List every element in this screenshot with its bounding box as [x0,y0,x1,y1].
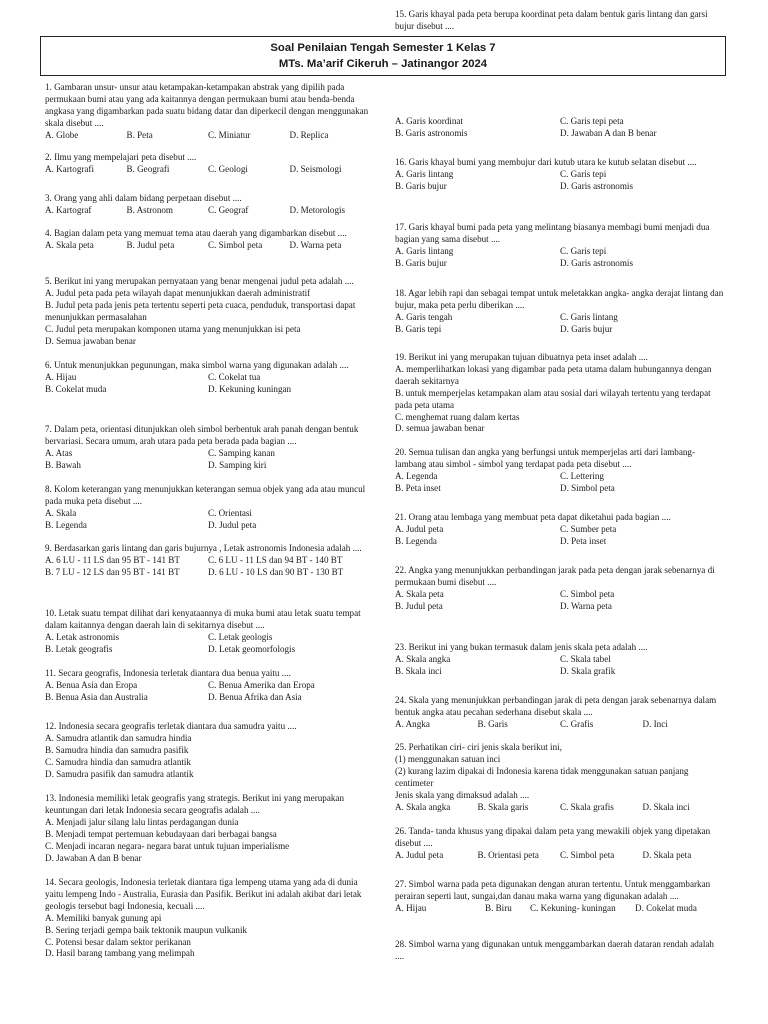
option-d[interactable]: D. 6 LU - 10 LS dan 90 BT - 130 BT [208,566,344,577]
option-b[interactable]: B. Judul peta pada jenis peta tertentu seperti peta cuaca, penduduk, transportasi dapat menunjukkan permasalahan [45,299,356,322]
option-b[interactable]: B. Peta inset [395,482,441,493]
option-d[interactable]: D. Garis astronomis [560,180,633,191]
answer-options-row1 [395,116,725,128]
option-d[interactable]: D. Replica [289,129,329,140]
option-c[interactable]: C. Skala grafis [560,801,614,812]
option-d[interactable]: D. Letak geomorfologis [208,643,296,654]
question-2 [45,152,371,176]
option-d[interactable]: D. Garis bujur [560,323,613,334]
option-a[interactable]: A. Memiliki banyak gunung api [45,912,162,923]
option-b[interactable]: B. Legenda [45,519,87,530]
question-stem: 9. Berdasarkan garis lintang dan garis bujurnya , Letak astronomis Indonesia adalah .... [45,543,362,553]
option-a[interactable]: A. Kartograf [45,204,92,215]
option-d[interactable]: D. Inci [642,718,668,729]
option-a[interactable]: A. Angka [395,718,430,729]
option-a[interactable]: A. Skala peta [395,588,444,599]
option-c[interactable]: C. Grafis [560,718,594,729]
question-15-options [395,116,725,140]
option-a[interactable]: A. Skala peta [45,239,94,250]
answer-options-row1 [395,654,725,666]
option-c[interactable]: C. Miniatur [208,129,251,140]
question-stem: 19. Berikut ini yang merupakan tujuan dibuatnya peta inset adalah .... [395,352,648,362]
option-c[interactable]: C. Garis tepi peta [560,116,624,126]
option-b[interactable]: B. Garis bujur [395,257,447,268]
option-a[interactable]: A. Skala [45,507,77,518]
question-stem: 13. Indonesia memiliki letak geografis yang strategis. Berikut ini yang merupakan keuntungan dari letak Indonesia secara geografis adalah .... [45,793,345,815]
option-c[interactable]: C. 6 LU - 11 LS dan 94 BT - 140 BT [208,554,343,565]
answer-options-row1 [45,555,371,567]
answer-options-row2 [395,601,725,613]
option-c[interactable]: C. Benua Amerika dan Eropa [208,679,315,690]
answer-options-row1 [395,524,725,536]
question-27 [395,879,725,915]
option-a[interactable]: A. Samudra atlantik dan samudra hindia [45,732,192,743]
question-stem: 1. Gambaran unsur- unsur atau ketampakan-ketampakan abstrak yang dipilih pada permukaan bumi atau yang ada kaitannya dengan permukaan bumi atau benda-benda angkasa yang digambarkan pada suatu bidang datar dan diperkecil dengan menggunakan skala disebut .... [45,82,369,128]
option-c[interactable]: C. Garis tepi [560,168,607,179]
option-d[interactable]: D. Hasil barang tambang yang melimpah [45,948,195,959]
question-stem: 24. Skala yang menunjukkan perbandingan jarak di peta dengan jarak sebenarnya dalam bentuk angka atau pecahan sederhana disebut skala .... [395,695,717,717]
question-stem: 15. Garis khayal pada peta berupa koordinat peta dalam bentuk garis lintang dan garsi bujur disebut .... [395,9,708,31]
option-c[interactable]: C. Kekuning- kuningan [530,902,616,913]
option-c[interactable]: C. Simbol peta [560,849,615,860]
option-b[interactable]: B. Benua Asia dan Australia [45,691,148,702]
question-19 [395,352,725,435]
question-stem: 12. Indonesia secara geografis terletak diantara dua samudra yaitu .... [45,721,297,731]
answer-options-row1 [45,680,371,692]
option-d[interactable]: D. Kekuning kuningan [208,383,292,394]
answer-options-row1 [45,372,371,384]
option-d[interactable]: D. Cokelat muda [635,902,697,913]
option-a[interactable]: A. Letak astronomis [45,631,119,642]
question-10 [45,608,371,656]
option-c[interactable]: C. Skala tabel [560,653,611,664]
option-d[interactable]: D. Skala inci [642,801,690,812]
option-d[interactable]: D. Seismologi [289,163,342,174]
option-c[interactable]: C. Judul peta merupakan komponen utama yang menunjukkan isi peta [45,323,301,334]
option-d[interactable]: D. Samping kiri [208,459,267,470]
option-b[interactable]: B. Bawah [45,459,81,470]
option-b[interactable]: B. Cokelat muda [45,383,107,394]
question-stem: 2. Ilmu yang mempelajari peta disebut .... [45,152,197,162]
question-stem: 25. Perhatikan ciri- ciri jenis skala berikut ini, (1) menggunakan satuan inci (2) kurang lazim dipakai di Indonesia karena tidak menggunakan satuan panjang centimeter Jenis skala yang dimaksud adalah .... [395,742,689,800]
option-b[interactable]: B. Judul peta [395,600,443,611]
option-a[interactable]: A. Globe [45,129,79,140]
question-14 [45,877,371,960]
question-stem: 21. Orang atau lembaga yang membuat peta dapat diketahui pada bagian .... [395,512,671,522]
option-d[interactable]: D. semua jawaban benar [395,423,485,434]
answer-options-row1 [395,471,725,483]
option-b[interactable]: B. Garis [477,718,508,729]
question-15-stem-block [395,9,725,33]
question-stem: 7. Dalam peta, orientasi ditunjukkan oleh simbol berbentuk arah panah dengan bentuk bervariasi. Secara umum, arah utara pada peta berada pada bagian .... [45,424,359,446]
answer-options-row2 [395,258,725,270]
answer-options [45,205,371,217]
option-b[interactable]: B. Biru [485,902,512,913]
option-d[interactable]: D. Jawaban A dan B benar [45,852,142,863]
option-a[interactable]: A. Legenda [395,470,438,481]
question-stem: 23. Berikut ini yang bukan termasuk dalam jenis skala peta adalah .... [395,642,648,652]
option-c[interactable]: C. Simbol peta [560,588,615,599]
option-c[interactable]: C. Geologi [208,163,248,174]
question-stem: 27. Simbol warna pada peta digunakan dengan aturan tertentu. Untuk menggambarkan perairan seperti laut, sungai,dan danau maka warna yang digunakan adalah .... [395,879,711,901]
page-subtitle: MTs. Ma’arif Cikeruh – Jatinangor 2024 [278,57,488,70]
option-d[interactable]: D. Skala peta [642,849,692,860]
question-18 [395,288,725,336]
question-stem: 8. Kolom keterangan yang menunjukkan keterangan semua objek yang ada atau muncul pada muka peta disebut .... [45,484,366,506]
answer-options-row2 [45,567,371,579]
option-b[interactable]: B. Peta [126,129,153,140]
option-b[interactable]: B. Menjadi tempat pertemuan kebudayaan dari berbagai bangsa [45,828,277,839]
answer-options-row1 [395,589,725,601]
question-stem: 16. Garis khayal bumi yang membujur dari kutub utara ke kutub selatan disebut .... [395,157,697,167]
option-a[interactable]: A. Hijau [395,902,427,913]
option-c[interactable]: C. Samping kanan [208,447,275,458]
question-17 [395,222,725,270]
option-d[interactable]: D. Warna peta [560,600,612,611]
question-1 [45,82,371,142]
option-c[interactable]: C. Garis tepi [560,245,607,256]
option-b[interactable]: B. Garis astronomis [395,127,468,138]
answer-options-row2 [45,644,371,656]
answer-options-row1 [395,169,725,181]
option-a[interactable]: A. Garis tengah [395,311,453,322]
option-c[interactable]: C. Menjadi incaran negara- negara barat untuk tujuan imperialisme [45,840,290,851]
answer-options [45,733,371,781]
option-d[interactable]: D. Benua Afrika dan Asia [208,691,302,702]
option-c[interactable]: C. Simbol peta [208,239,263,250]
option-c[interactable]: C. Lettering [560,470,604,481]
option-a[interactable]: A. Hijau [45,371,77,382]
answer-options-row2 [45,520,371,532]
answer-options-row2 [45,692,371,704]
option-b[interactable]: B. Judul peta [126,239,175,250]
question-stem: 5. Berikut ini yang merupakan pernyataan yang benar mengenai judul peta adalah .... [45,276,354,286]
question-22 [395,565,725,613]
option-c[interactable]: C. Samudra hindia dan samudra atlantik [45,756,191,767]
option-d[interactable]: D. Simbol peta [560,482,615,493]
question-stem: 22. Angka yang menunjukkan perbandingan jarak pada peta dengan jarak sebenarnya di permukaan bumi disebut .... [395,565,715,587]
question-3 [45,193,371,217]
question-16 [395,157,725,193]
option-b[interactable]: B. Skala inci [395,665,442,676]
answer-options-row1 [45,632,371,644]
option-d[interactable]: D. Skala grafik [560,665,616,676]
answer-options-row2 [395,536,725,548]
question-stem: 10. Letak suatu tempat dilihat dari kenyataannya di muka bumi atau letak suatu tempat dalam kaitannya dengan daerah lain di sekitarnya disebut .... [45,608,361,630]
question-5 [45,276,371,347]
question-24 [395,695,725,731]
option-a[interactable]: A. Judul peta [395,849,444,860]
option-b[interactable]: B. Garis bujur [395,180,447,191]
answer-options [45,240,371,252]
question-7 [45,424,371,472]
option-d[interactable]: D. Semua jawaban benar [45,335,136,346]
answer-options-row1 [45,508,371,520]
option-a[interactable]: A. Menjadi jalur silang lalu lintas perdagangan dunia [45,816,239,827]
option-b[interactable]: B. Orientasi peta [477,849,539,860]
answer-options [395,903,725,915]
option-a[interactable]: A. Judul peta pada peta wilayah dapat menunjukkan daerah administratif [45,287,311,298]
page-title: Soal Penilaian Tengah Semester 1 Kelas 7 [270,42,496,54]
option-a[interactable]: A. Garis lintang [395,168,454,179]
answer-options-row2 [395,324,725,336]
question-stem: 28. Simbol warna yang digunakan untuk menggambarkan daerah dataran rendah adalah .... [395,939,714,961]
option-a[interactable]: A. Kartografi [45,163,94,174]
option-b[interactable]: B. untuk memperjelas ketampakan alam atau sosial dari wilayah tertentu yang terdapat pada peta utama [395,387,711,410]
option-a[interactable]: A. Skala angka [395,801,451,812]
question-25 [395,742,725,813]
option-d[interactable]: D. Peta inset [560,535,607,546]
option-a[interactable]: A. 6 LU - 11 LS dan 95 BT - 141 BT [45,554,180,565]
option-c[interactable]: C. Cokelat tua [208,371,261,382]
question-12 [45,721,371,781]
option-b[interactable]: B. Sering terjadi gempa baik tektonik maupun vulkanik [45,924,248,935]
question-stem: 3. Orang yang ahli dalam bidang perpetaan disebut .... [45,193,242,203]
answer-options [395,719,725,731]
question-stem: 20. Semua tulisan dan angka yang berfungsi untuk memperjelas arti dari lambang- lambang atau simbol - simbol yang terdapat pada peta disebut .... [395,447,696,469]
option-a[interactable]: A. Skala angka [395,653,451,664]
option-c[interactable]: C. Sumber peta [560,523,617,534]
question-26 [395,826,725,862]
option-a[interactable]: A. Atas [45,447,73,458]
option-c[interactable]: C. Potensi besar dalam sektor perikanan [45,936,191,947]
option-a[interactable]: A. Judul peta [395,523,444,534]
option-c[interactable]: C. Geograf [208,204,249,215]
option-a[interactable]: A. Garis lintang [395,245,454,256]
question-stem: 14. Secara geologis, Indonesia terletak diantara tiga lempeng utama yang ada di dunia yaitu lempeng Indo - Australia, Eurasia dan Pasifik. Berikut ini adalah akibat dari letak geologis tersebut bagi Indonesia, kecuali .... [45,877,362,911]
question-stem: 4. Bagian dalam peta yang memuat tema atau daerah yang digambarkan disebut .... [45,228,347,238]
option-d[interactable]: D. Samudra pasifik dan samudra atlantik [45,768,194,779]
answer-options [45,817,371,865]
question-stem: 11. Secara geografis, Indonesia terletak diantara dua benua yaitu .... [45,668,291,678]
question-6 [45,360,371,396]
option-a[interactable]: A. Garis koordinat [395,116,463,126]
question-13 [45,793,371,864]
option-b[interactable]: B. Garis tepi [395,323,442,334]
option-d[interactable]: D. Jawaban A dan B benar [560,127,657,138]
option-b[interactable]: B. Skala garis [477,801,529,812]
option-c[interactable]: C. Orientasi [208,507,252,518]
exam-header [40,36,726,76]
answer-options [395,802,725,814]
option-d[interactable]: D. Warna peta [289,239,342,250]
question-20 [395,447,725,495]
answer-options [395,364,725,435]
answer-options-row2 [395,128,725,140]
answer-options-row2 [45,384,371,396]
option-c[interactable]: C. Letak geologis [208,631,273,642]
answer-options-row1 [395,312,725,324]
option-b[interactable]: B. 7 LU - 12 LS dan 95 BT - 141 BT [45,566,180,577]
answer-options [45,164,371,176]
answer-options-row1 [45,448,371,460]
option-b[interactable]: B. Samudra hindia dan samudra pasifik [45,744,189,755]
answer-options-row2 [45,460,371,472]
option-b[interactable]: B. Letak geografis [45,643,113,654]
option-a[interactable]: A. memperlihatkan lokasi yang digambar pada peta utama dalam hubungannya dengan daerah sekitarnya [395,363,712,386]
option-c[interactable]: C. menghemat ruang dalam kertas [395,411,520,422]
option-b[interactable]: B. Geografi [126,163,170,174]
option-d[interactable]: D. Metorologis [289,204,346,215]
option-a[interactable]: A. Benua Asia dan Eropa [45,679,138,690]
question-4 [45,228,371,252]
option-c[interactable]: C. Garis lintang [560,311,618,322]
option-b[interactable]: B. Legenda [395,535,437,546]
option-d[interactable]: D. Judul peta [208,519,257,530]
option-d[interactable]: D. Garis astronomis [560,257,633,268]
answer-options [45,288,371,348]
answer-options-row2 [395,483,725,495]
option-b[interactable]: B. Astronom [126,204,173,215]
answer-options-row2 [395,181,725,193]
question-stem: 17. Garis khayal bumi pada peta yang melintang biasanya membagi bumi menjadi dua bagian yang sama disebut .... [395,222,710,244]
question-stem: 6. Untuk menunjukkan pegunungan, maka simbol warna yang digunakan adalah .... [45,360,349,370]
answer-options-row2 [395,666,725,678]
question-8 [45,484,371,532]
question-28 [395,939,725,963]
question-stem: 26. Tanda- tanda khusus yang dipakai dalam peta yang mewakili objek yang dipetakan disebut .... [395,826,711,848]
answer-options [45,913,371,961]
question-21 [395,512,725,548]
question-11 [45,668,371,704]
question-23 [395,642,725,678]
question-stem: 18. Agar lebih rapi dan sebagai tempat untuk meletakkan angka- angka derajat lintang dan bujur, maka peta perlu diberikan .... [395,288,724,310]
answer-options-row1 [395,246,725,258]
answer-options [395,850,725,862]
question-9 [45,543,371,579]
answer-options [45,130,371,142]
